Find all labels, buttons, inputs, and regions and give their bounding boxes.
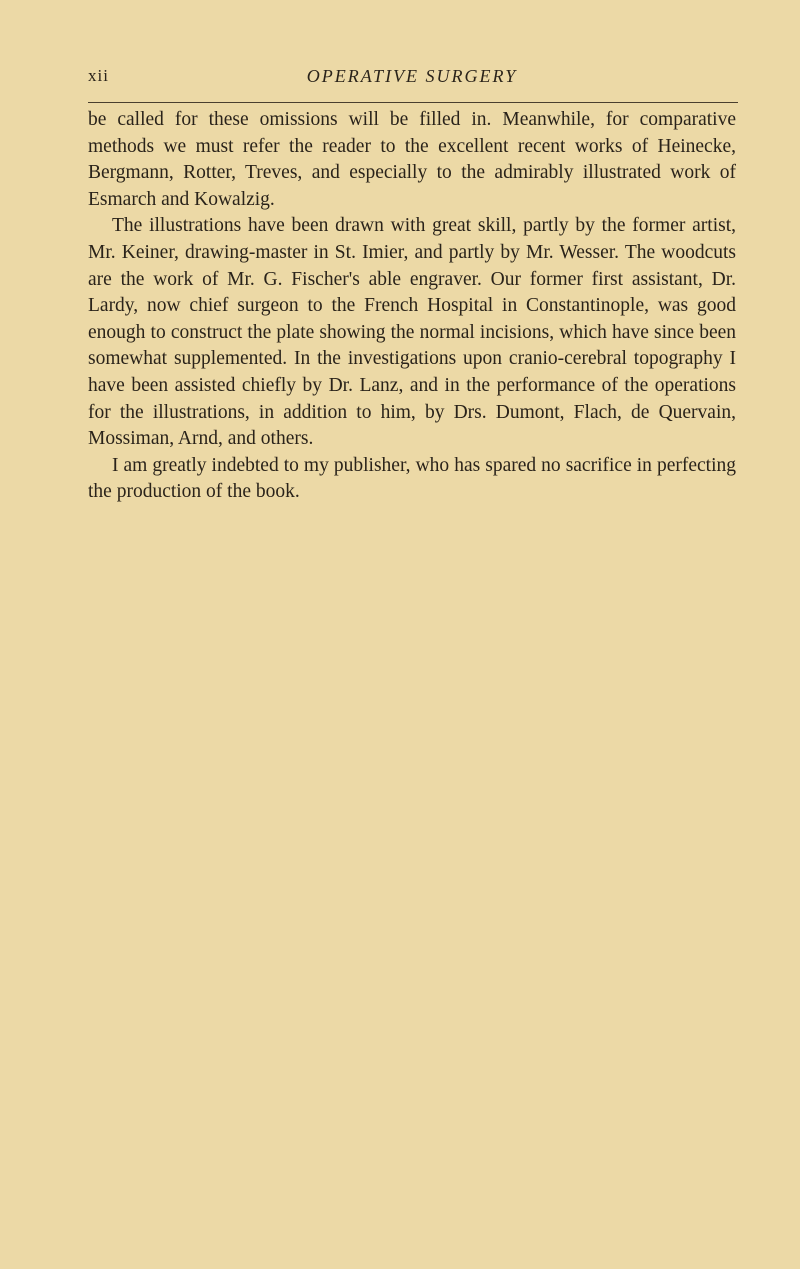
paragraph-illustrations: The illustrations have been drawn with great skill, partly by the former artist, Mr. Keiner, drawing-master in St. Imier, and partly by Mr. Wesser. The woodcuts are the work of Mr. G. Fischer's able engraver. Our former first assistant, Dr. Lardy, now chief surgeon to the French Hospital in Constantinople, was good enough to construct the plate showing the normal incisions, which have since been somewhat supplemented. In the investigations upon cranio-cerebral topography I have been assisted chiefly by Dr. Lanz, and in the performance of the operations for the illustrations, in addition to him, by Drs. Dumont, Flach, de Quervain, Mossiman, Arnd, and others. [88, 215, 736, 450]
body-text [88, 107, 736, 506]
header-rule [88, 102, 738, 103]
paragraph-continued: be called for these omissions will be filled in. Meanwhile, for comparative methods we must refer the reader to the excellent recent works of Heinecke, Bergmann, Rotter, Treves, and especially to the admirably illustrated work of Esmarch and Kowalzig. [88, 109, 736, 210]
paragraph-publisher: I am greatly indebted to my publisher, who has spared no sacrifice in perfecting the production of the book. [88, 454, 736, 503]
running-head [88, 66, 736, 90]
running-title: OPERATIVE SURGERY [306, 66, 518, 86]
page-number: xii [88, 66, 109, 85]
